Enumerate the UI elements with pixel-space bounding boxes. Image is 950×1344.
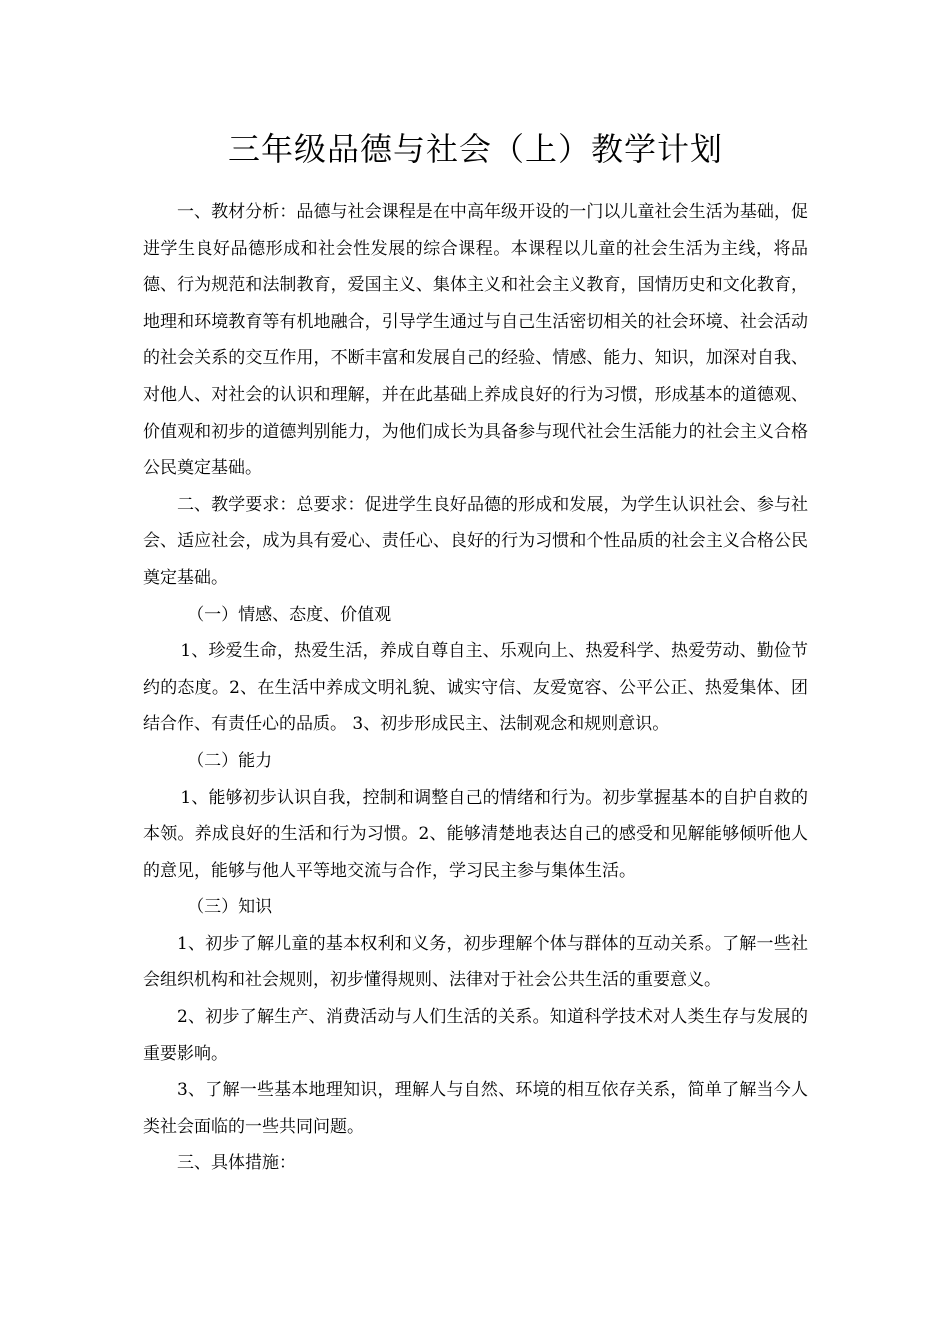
document-title: 三年级品德与社会（上）教学计划 — [227, 130, 723, 168]
paragraph-knowledge-3: 3、了解一些基本地理知识，理解人与自然、环境的相互依存关系，简单了解当今人类社会面临的一些共同问题。 — [143, 1080, 808, 1137]
paragraph-ability: 1、能够初步认识自我，控制和调整自己的情绪和行为。初步掌握基本的自护自救的本领。养成良好的生活和行为习惯。2、能够清楚地表达自己的感受和见解能够倾听他人的意见，能够与他人平等地交流与合作，学习民主参与集体生活。 — [143, 787, 808, 881]
paragraph-knowledge-2: 2、初步了解生产、消费活动与人们生活的关系。知道科学技术对人类生存与发展的重要影响。 — [143, 1007, 808, 1064]
paragraph-knowledge-1: 1、初步了解儿童的基本权利和义务，初步理解个体与群体的互动关系。了解一些社会组织机构和社会规则，初步懂得规则、法律对于社会公共生活的重要意义。 — [143, 933, 808, 991]
subheading-emotion-attitude-values: （一）情感、态度、价值观 — [187, 604, 392, 625]
subheading-ability: （二）能力 — [187, 750, 273, 771]
section-teaching-requirements: 二、教学要求：总要求：促进学生良好品德的形成和发展，为学生认识社会、参与社会、适应社会，成为具有爱心、责任心、良好的行为习惯和个性品质的社会主义合格公民奠定基础。 — [143, 494, 808, 588]
section-specific-measures: 三、具体措施： — [177, 1153, 296, 1174]
paragraph-emotion-attitude-values: 1、珍爱生命，热爱生活，养成自尊自主、乐观向上、热爱科学、热爱劳动、勤俭节约的态度。2、在生活中养成文明礼貌、诚实守信、友爱宽容、公平公正、热爱集体、团结合作、有责任心的品质。 3、初步形成民主、法制观念和规则意识。 — [143, 641, 808, 735]
subheading-knowledge: （三）知识 — [187, 897, 273, 918]
section-textbook-analysis: 一、教材分析：品德与社会课程是在中高年级开设的一门以儿童社会生活为基础，促进学生良好品德形成和社会性发展的综合课程。本课程以儿童的社会生活为主线，将品德、行为规范和法制教育，爱国主义、集体主义和社会主义教育，国情历史和文化教育，地理和环境教育等有机地融合，引导学生通过与自己生活密切相关的社会环境、社会活动的社会关系的交互作用，不断丰富和发展自己的经验、情感、能力、知识，加深对自我、对他人、对社会的认识和理解，并在此基础上养成良好的行为习惯，形成基本的道德观、价值观和初步的道德判别能力，为他们成长为具备参与现代社会生活能力的社会主义合格公民奠定基础。 — [143, 202, 808, 479]
document-page — [143, 124, 808, 1182]
